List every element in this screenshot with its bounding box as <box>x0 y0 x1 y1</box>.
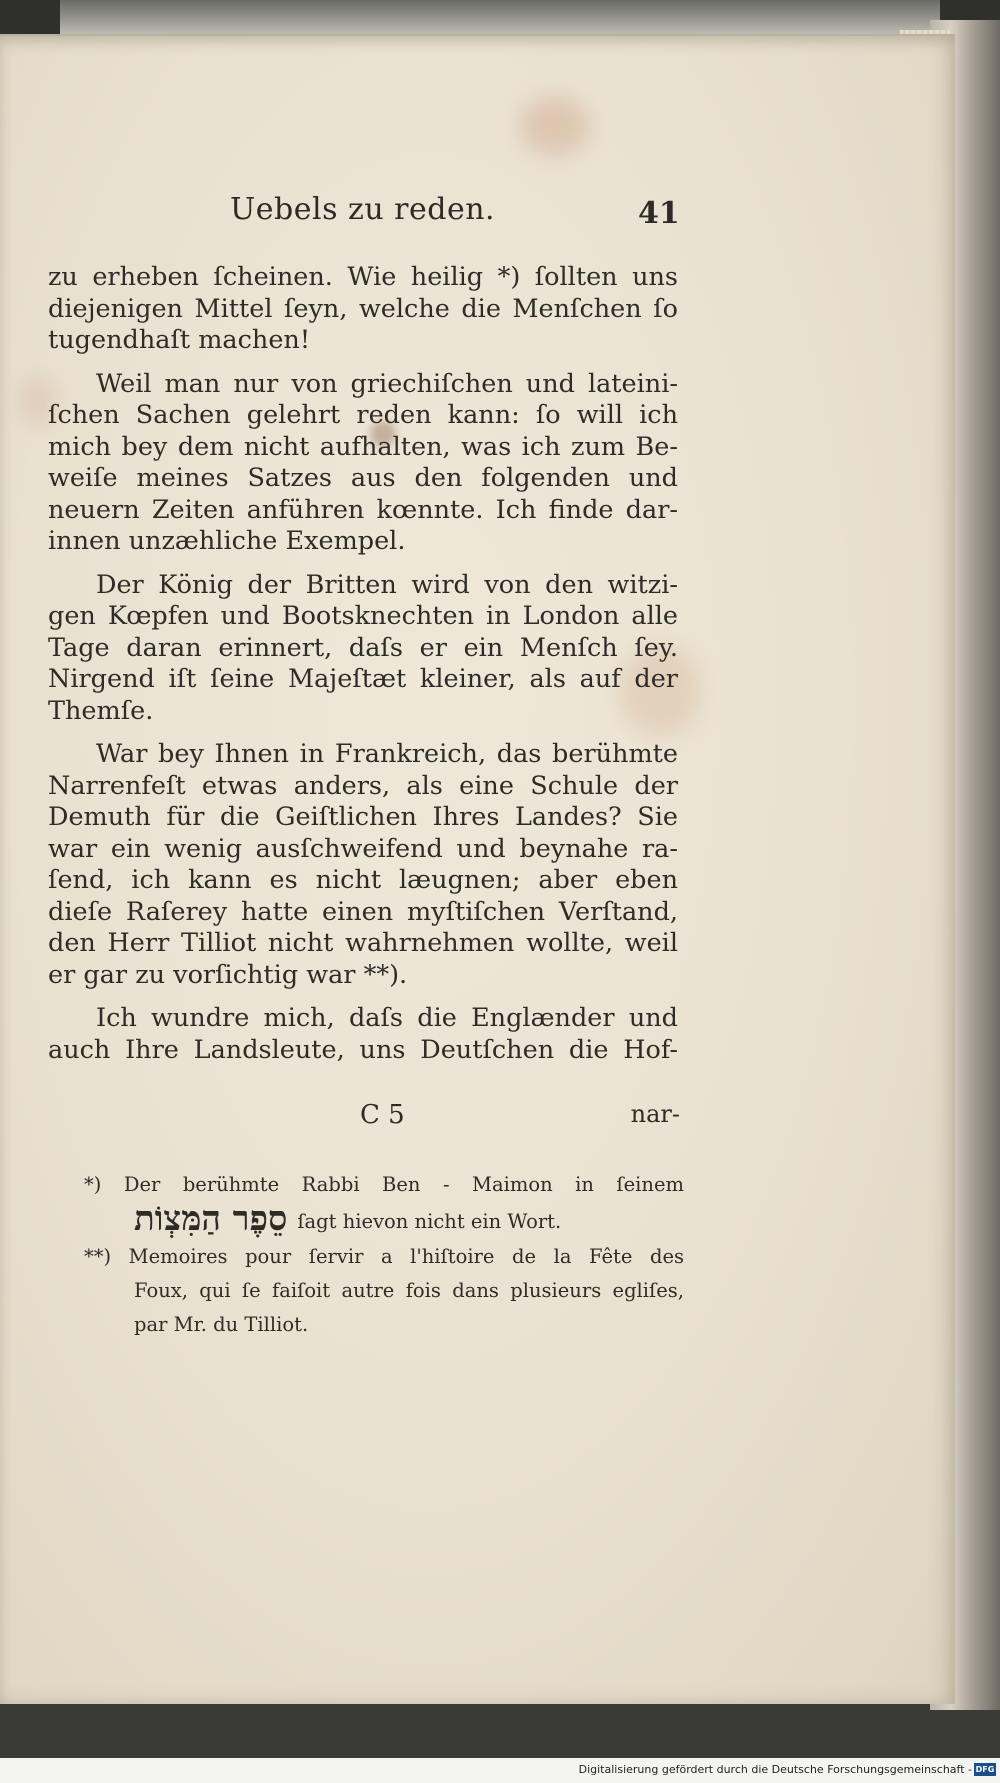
text-line: Demuth für die Geiſtlichen Ihres Landes? Sie <box>48 802 678 832</box>
footnote-line: par Mr. du Tilliot. <box>134 1313 309 1336</box>
footnote-text: ſagt hievon nicht ein Wort. <box>297 1210 562 1233</box>
text-line: Ich wundre mich, daſs die Englænder und <box>96 1003 678 1033</box>
text-line: war ein wenig ausſchweifend und beynahe ra- <box>48 833 678 864</box>
text-line: den Herr Tilliot nicht wahrnehmen wollte, weil <box>48 928 678 958</box>
text-line: War bey Ihnen in Frankreich, das berühmte <box>96 739 678 769</box>
stain <box>520 96 590 156</box>
text-line: Narrenfeſt etwas anders, als eine Schule der <box>48 770 678 801</box>
text-line: Der König der Britten wird von den witzi- <box>96 569 678 600</box>
dfg-logo: DFG <box>975 1765 995 1774</box>
text-line: ſchen Sachen gelehrt reden kann: ſo will ich <box>48 400 678 430</box>
catchword: nar- <box>630 1100 680 1128</box>
footnote-line: *) Der berühmte Rabbi Ben - Maimon in ſeinem <box>84 1173 684 1196</box>
text-line: diejenigen Mittel ſeyn, welche die Menſchen ſo <box>48 293 678 324</box>
hebrew-title: סֵפֶר הַמִּצְוֹת <box>134 1199 288 1239</box>
text-line: zu erheben ſcheinen. Wie heilig *) ſollten uns <box>48 262 678 292</box>
footnote-line: **) Memoires pour ſervir a l'hiſtoire de la Fête des <box>84 1245 684 1268</box>
signature-mark: C 5 <box>360 1100 405 1130</box>
page-number: 41 <box>638 196 680 231</box>
text-line: Themſe. <box>48 695 154 726</box>
signature-row <box>48 1100 680 1132</box>
text-line: gen Kœpfen und Bootsknechten in London alle <box>48 601 678 631</box>
text-line: tugendhaſt machen! <box>48 325 311 355</box>
text-line: auch Ihre Landsleute, uns Deutſchen die Hof- <box>48 1034 678 1065</box>
text-line: neuern Zeiten anführen kœnnte. Ich finde dar- <box>48 494 678 525</box>
running-head: Uebels zu reden. <box>230 192 496 227</box>
footnote <box>84 1240 684 1342</box>
body-text <box>48 262 678 1066</box>
footnote <box>84 1168 684 1239</box>
text-line: weiſe meines Satzes aus den folgenden und <box>48 463 678 493</box>
text-line: dieſe Raſerey hatte einen myſtiſchen Verſtand, <box>48 896 678 927</box>
text-line: Nirgend iſt ſeine Majeſtæt kleiner, als auf der <box>48 664 678 694</box>
text-line: mich bey dem nicht aufhalten, was ich zum Be- <box>48 431 678 462</box>
text-line: ſend, ich kann es nicht læugnen; aber eben <box>48 865 678 895</box>
text-line: innen unzæhliche Exempel. <box>48 526 406 556</box>
footnote-line: Foux, qui ſe faiſoit autre fois dans plusieurs egliſes, <box>134 1279 684 1302</box>
text-line: Tage daran erinnert, daſs er ein Menſch ſey. <box>48 632 678 663</box>
book-top-edge <box>60 0 940 38</box>
page-header <box>0 152 955 231</box>
text-line: er gar zu vorſichtig war **). <box>48 959 408 990</box>
digitization-credit: Digitalisierung gefördert durch die Deutsche Forschungsgemeinschaft - <box>578 1763 972 1776</box>
footnote-line <box>84 1199 684 1239</box>
credit-bar <box>0 1758 1000 1783</box>
footnotes <box>84 1168 684 1342</box>
text-line: Weil man nur von griechiſchen und lateini- <box>96 368 678 399</box>
